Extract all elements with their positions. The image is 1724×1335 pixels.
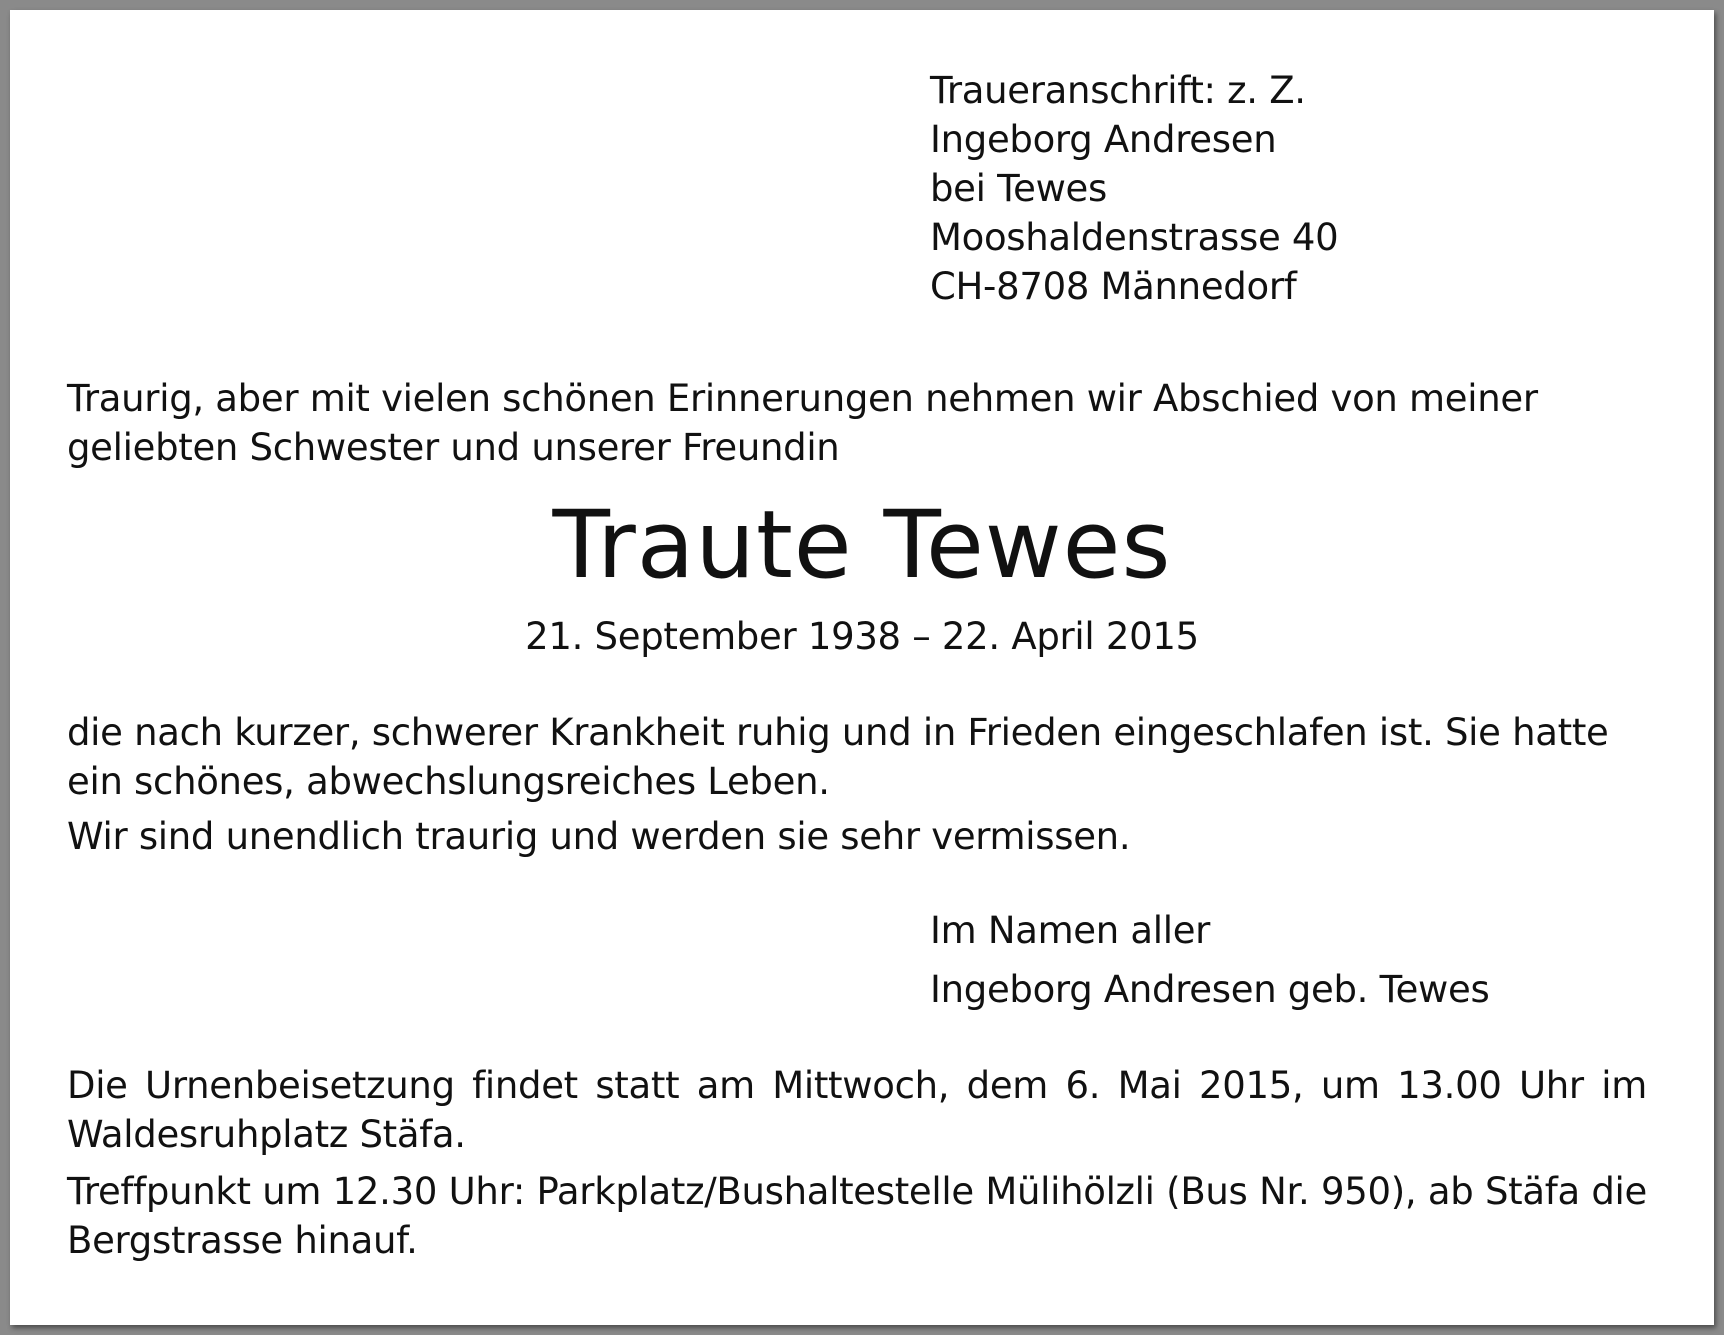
obituary-notice — [10, 10, 1714, 1325]
meeting-info: Treffpunkt um 12.30 Uhr: Parkplatz/Bushaltestelle Mülihölzli (Bus Nr. 950), ab Stäfa die Bergstrasse hinauf. — [67, 1170, 1647, 1262]
deceased-name: Traute Tewes — [552, 491, 1172, 600]
signature-name: Ingeborg Andresen geb. Tewes — [930, 968, 1490, 1011]
mourning-address — [930, 66, 1338, 311]
burial-info: Die Urnenbeisetzung findet statt am Mittwoch, dem 6. Mai 2015, um 13.00 Uhr im Waldesruhplatz Stäfa. — [67, 1064, 1647, 1156]
address-line: bei Tewes — [930, 167, 1107, 210]
address-line: Mooshaldenstrasse 40 — [930, 216, 1339, 259]
signature-line: Im Namen aller — [930, 909, 1211, 952]
address-line: Ingeborg Andresen — [930, 118, 1277, 161]
address-line: CH-8708 Männedorf — [930, 265, 1297, 308]
body-paragraph: die nach kurzer, schwerer Krankheit ruhig und in Frieden eingeschlafen ist. Sie hatte ein schönes, abwechslungsreiches Leben. — [67, 711, 1609, 803]
body-paragraph: Wir sind unendlich traurig und werden sie sehr vermissen. — [67, 815, 1131, 858]
intro-text: Traurig, aber mit vielen schönen Erinnerungen nehmen wir Abschied von meiner geliebten Schwester und unserer Freundin — [67, 377, 1538, 469]
life-dates: 21. September 1938 – 22. April 2015 — [525, 615, 1199, 658]
address-line: Traueranschrift: z. Z. — [930, 69, 1306, 112]
